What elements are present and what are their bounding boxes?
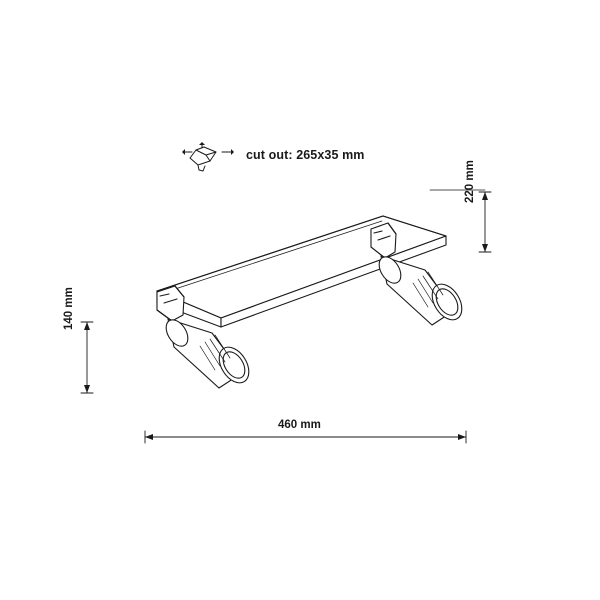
overall-width-label: 460 mm xyxy=(278,419,321,431)
overall-depth-label: 220 mm xyxy=(464,160,476,203)
spot-head-right xyxy=(375,253,468,325)
cut-out-label: cut out: 265x35 mm xyxy=(246,148,365,162)
dimension-height xyxy=(81,322,93,393)
overall-height-label: 140 mm xyxy=(63,287,75,330)
spot-head-left xyxy=(162,316,255,388)
cut-out-icon xyxy=(182,142,234,171)
dimension-width xyxy=(145,431,466,443)
spot-bracket-left xyxy=(157,286,184,321)
